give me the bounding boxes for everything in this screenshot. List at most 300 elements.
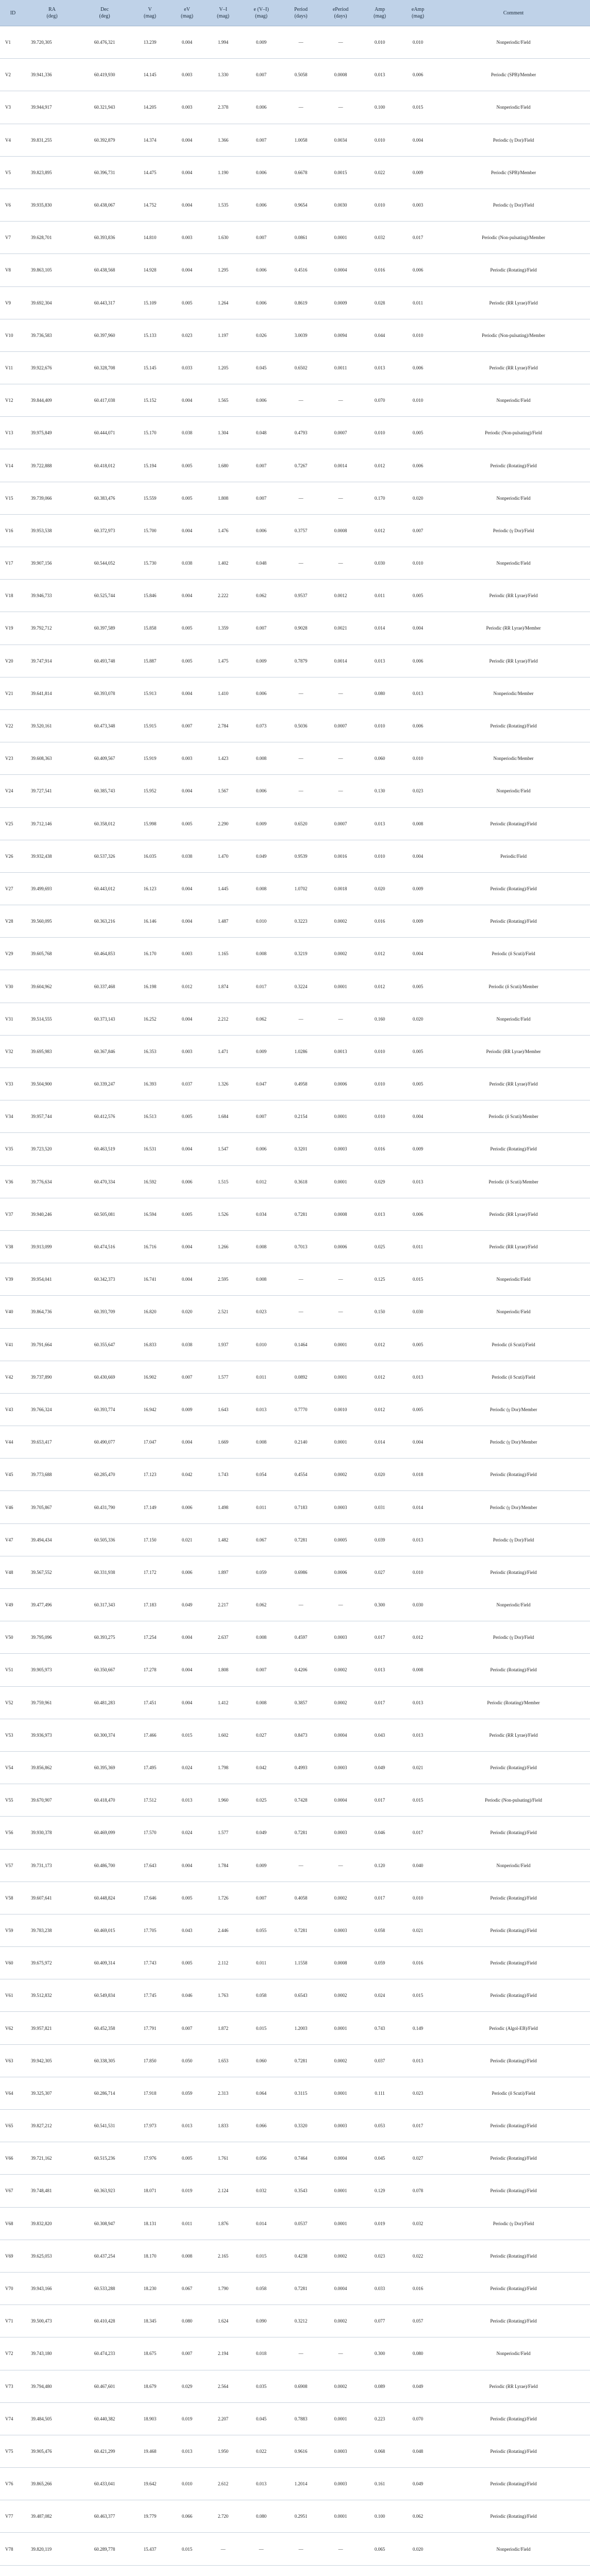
cell-period: 0.8473: [281, 1719, 321, 1751]
cell-v: 15.887: [131, 645, 169, 677]
cell-v: 15.846: [131, 580, 169, 612]
cell-amp: 0.013: [361, 645, 399, 677]
cell-v: 18.131: [131, 2207, 169, 2240]
cell-ev: 0.004: [169, 1003, 205, 1035]
cell-period: 0.2140: [281, 1426, 321, 1459]
cell-id: V68: [0, 2207, 26, 2240]
cell-comment: Periodic (γ Dor)/Member: [437, 1426, 590, 1459]
cell-vi: 1.190: [205, 156, 241, 189]
cell-period: 0.6520: [281, 807, 321, 840]
cell-eperiod: 0.0034: [321, 124, 361, 156]
cell-evi: 0.011: [241, 1361, 281, 1393]
cell-eamp: 0.009: [399, 1133, 437, 1165]
cell-period: 0.4554: [281, 1459, 321, 1491]
cell-evi: 0.007: [241, 59, 281, 91]
cell-vi: 1.684: [205, 1100, 241, 1133]
cell-dec: 60.433,041: [78, 2468, 131, 2500]
table-row: [0, 26, 590, 59]
cell-eamp: 0.009: [399, 872, 437, 905]
cell-id: V3: [0, 91, 26, 124]
cell-eamp: 0.020: [399, 2533, 437, 2565]
cell-eperiod: —: [321, 1589, 361, 1621]
cell-ev: 0.050: [169, 2044, 205, 2077]
cell-eamp: 0.006: [399, 254, 437, 286]
cell-v: 15.919: [131, 742, 169, 775]
cell-dec: 60.419,930: [78, 59, 131, 91]
cell-v: 16.252: [131, 1003, 169, 1035]
cell-dec: 60.373,143: [78, 1003, 131, 1035]
cell-eamp: 0.006: [399, 59, 437, 91]
cell-eamp: 0.005: [399, 580, 437, 612]
cell-ev: 0.038: [169, 547, 205, 580]
cell-eperiod: 0.0002: [321, 905, 361, 938]
cell-id: V45: [0, 1459, 26, 1491]
cell-vi: 2.612: [205, 2468, 241, 2500]
cell-vi: 1.602: [205, 1719, 241, 1751]
cell-dec: 60.469,015: [78, 1914, 131, 1946]
table-row: [0, 2337, 590, 2370]
cell-ra: 39.743,180: [26, 2337, 78, 2370]
cell-ev: 0.007: [169, 709, 205, 742]
cell-vi: 1.808: [205, 1654, 241, 1686]
cell-v: 15.194: [131, 449, 169, 482]
cell-vi: 1.726: [205, 1882, 241, 1914]
cell-evi: 0.009: [241, 645, 281, 677]
cell-eperiod: 0.0003: [321, 1133, 361, 1165]
cell-amp: 0.014: [361, 1426, 399, 1459]
cell-evi: 0.006: [241, 775, 281, 807]
cell-vi: 2.217: [205, 1589, 241, 1621]
cell-eamp: 0.008: [399, 1654, 437, 1686]
cell-period: —: [281, 2337, 321, 2370]
cell-evi: 0.035: [241, 2370, 281, 2402]
cell-evi: 0.008: [241, 1426, 281, 1459]
cell-comment: Periodic (Rotating)/Field: [437, 1133, 590, 1165]
cell-evi: 0.011: [241, 1491, 281, 1523]
cell-evi: 0.009: [241, 1035, 281, 1067]
cell-id: V60: [0, 1947, 26, 1979]
cell-evi: 0.023: [241, 1296, 281, 1328]
cell-eamp: 0.027: [399, 2142, 437, 2175]
cell-ra: 39.705,867: [26, 1491, 78, 1523]
cell-dec: 60.410,428: [78, 2305, 131, 2337]
table-row: [0, 2500, 590, 2533]
cell-vi: 1.326: [205, 1068, 241, 1100]
cell-comment: Periodic (γ Dor)/Field: [437, 514, 590, 547]
cell-id: V61: [0, 1979, 26, 2012]
cell-period: 0.7879: [281, 645, 321, 677]
cell-v: 17.918: [131, 2077, 169, 2109]
cell-v: 16.170: [131, 938, 169, 970]
cell-evi: 0.009: [241, 26, 281, 59]
table-row: [0, 1882, 590, 1914]
cell-v: 14.928: [131, 254, 169, 286]
cell-period: —: [281, 1589, 321, 1621]
cell-dec: 60.537,326: [78, 840, 131, 872]
cell-dec: [78, 2565, 131, 2576]
cell-v: 17.047: [131, 1426, 169, 1459]
cell-eamp: 0.014: [399, 1491, 437, 1523]
table-row: [0, 1035, 590, 1067]
cell-eamp: 0.004: [399, 1100, 437, 1133]
cell-amp: 0.070: [361, 384, 399, 417]
table-row: [0, 1719, 590, 1751]
cell-v: 17.278: [131, 1654, 169, 1686]
cell-eperiod: 0.0003: [321, 1751, 361, 1784]
cell-amp: 0.028: [361, 286, 399, 319]
cell-ra: 39.675,972: [26, 1947, 78, 1979]
cell-period: 0.2951: [281, 2500, 321, 2533]
cell-evi: 0.047: [241, 1068, 281, 1100]
cell-eperiod: 0.0003: [321, 2435, 361, 2467]
cell-evi: 0.045: [241, 351, 281, 384]
cell-ra: 39.907,156: [26, 547, 78, 580]
cell-id: V50: [0, 1621, 26, 1654]
cell-vi: 1.761: [205, 2142, 241, 2175]
cell-eperiod: —: [321, 742, 361, 775]
cell-period: 0.6986: [281, 1556, 321, 1588]
cell-period: 0.7013: [281, 1230, 321, 1263]
cell-ra: 39.773,688: [26, 1459, 78, 1491]
cell-evi: 0.055: [241, 1914, 281, 1946]
cell-v: 15.109: [131, 286, 169, 319]
table-row: [0, 2207, 590, 2240]
cell-eperiod: [321, 2565, 361, 2576]
cell-amp: 0.300: [361, 1589, 399, 1621]
column-header: [169, 0, 205, 26]
cell-eperiod: 0.0012: [321, 580, 361, 612]
cell-eperiod: 0.0003: [321, 1491, 361, 1523]
cell-amp: 0.060: [361, 742, 399, 775]
cell-eamp: 0.003: [399, 189, 437, 221]
cell-comment: Periodic (Rotating)/Field: [437, 2272, 590, 2304]
cell-ev: 0.003: [169, 1035, 205, 1067]
cell-vi: 2.124: [205, 2175, 241, 2207]
cell-vi: 2.521: [205, 1296, 241, 1328]
cell-dec: 60.438,568: [78, 254, 131, 286]
cell-dec: 60.418,470: [78, 1784, 131, 1817]
cell-ev: 0.006: [169, 1556, 205, 1588]
cell-vi: 1.567: [205, 775, 241, 807]
cell-id: V41: [0, 1328, 26, 1361]
cell-period: 0.4206: [281, 1654, 321, 1686]
cell-ra: 39.748,481: [26, 2175, 78, 2207]
cell-ev: 0.004: [169, 1686, 205, 1719]
cell-comment: Periodic (Rotating)/Field: [437, 1556, 590, 1588]
cell-eperiod: 0.0001: [321, 1426, 361, 1459]
cell-id: [0, 2565, 26, 2576]
cell-comment: Periodic (Non-pulsating)/Member: [437, 319, 590, 351]
cell-comment: Periodic (Rotating)/Field: [437, 2044, 590, 2077]
cell-amp: 0.010: [361, 26, 399, 59]
cell-ra: 39.641,814: [26, 677, 78, 709]
cell-eperiod: 0.0030: [321, 189, 361, 221]
cell-dec: 60.339,247: [78, 1068, 131, 1100]
cell-id: V27: [0, 872, 26, 905]
cell-dec: 60.448,824: [78, 1882, 131, 1914]
cell-id: V76: [0, 2468, 26, 2500]
column-header-unit: (deg): [99, 13, 110, 19]
cell-eamp: 0.004: [399, 840, 437, 872]
table-row: [0, 1100, 590, 1133]
cell-amp: 0.020: [361, 1459, 399, 1491]
cell-id: V16: [0, 514, 26, 547]
cell-ra: 39.942,305: [26, 2044, 78, 2077]
cell-ra: 39.905,476: [26, 2435, 78, 2467]
cell-vi: 1.470: [205, 840, 241, 872]
cell-amp: 0.022: [361, 156, 399, 189]
cell-eamp: 0.005: [399, 1393, 437, 1426]
cell-period: 0.2154: [281, 1100, 321, 1133]
cell-eperiod: 0.0001: [321, 2207, 361, 2240]
cell-vi: 1.565: [205, 384, 241, 417]
cell-v: 17.973: [131, 2110, 169, 2142]
cell-amp: 0.030: [361, 547, 399, 580]
column-header-label: ID: [10, 10, 16, 16]
cell-ra: 39.739,066: [26, 482, 78, 514]
cell-dec: 60.337,468: [78, 970, 131, 1003]
cell-ra: 39.864,736: [26, 1296, 78, 1328]
cell-dec: 60.321,943: [78, 91, 131, 124]
cell-dec: 60.440,382: [78, 2402, 131, 2435]
cell-ra: 39.794,480: [26, 2370, 78, 2402]
cell-ra: 39.975,849: [26, 417, 78, 449]
cell-eamp: 0.010: [399, 384, 437, 417]
cell-vi: 1.743: [205, 1459, 241, 1491]
cell-eperiod: 0.0008: [321, 1947, 361, 1979]
cell-vi: 1.669: [205, 1426, 241, 1459]
cell-eperiod: 0.0007: [321, 417, 361, 449]
table-row: [0, 1426, 590, 1459]
cell-ra: 39.731,173: [26, 1849, 78, 1882]
cell-ev: 0.007: [169, 2012, 205, 2044]
cell-v: 16.513: [131, 1100, 169, 1133]
table-row: [0, 1393, 590, 1426]
cell-period: 0.4993: [281, 1751, 321, 1784]
cell-v: 17.570: [131, 1817, 169, 1849]
cell-dec: 60.443,012: [78, 872, 131, 905]
cell-evi: 0.007: [241, 124, 281, 156]
cell-eamp: 0.057: [399, 2305, 437, 2337]
cell-eperiod: 0.0006: [321, 1068, 361, 1100]
cell-eamp: 0.006: [399, 645, 437, 677]
table-row: [0, 1230, 590, 1263]
cell-amp: 0.017: [361, 1621, 399, 1654]
cell-vi: 1.366: [205, 124, 241, 156]
cell-comment: Periodic (SPB)/Member: [437, 59, 590, 91]
cell-amp: 0.012: [361, 1361, 399, 1393]
cell-v: 17.743: [131, 1947, 169, 1979]
cell-ev: 0.049: [169, 1589, 205, 1621]
cell-ev: 0.020: [169, 1296, 205, 1328]
table-row: [0, 59, 590, 91]
cell-evi: 0.060: [241, 2044, 281, 2077]
cell-ev: 0.004: [169, 872, 205, 905]
cell-amp: 0.129: [361, 2175, 399, 2207]
cell-dec: 60.397,589: [78, 612, 131, 645]
cell-amp: 0.077: [361, 2305, 399, 2337]
cell-v: 18.230: [131, 2272, 169, 2304]
table-row: [0, 709, 590, 742]
cell-ev: 0.038: [169, 417, 205, 449]
cell-v: 17.495: [131, 1751, 169, 1784]
cell-ev: 0.013: [169, 2110, 205, 2142]
cell-amp: 0.016: [361, 905, 399, 938]
cell-period: 0.9616: [281, 2435, 321, 2467]
cell-comment: Nonperiodic/Field: [437, 482, 590, 514]
cell-period: —: [281, 1003, 321, 1035]
cell-vi: 1.526: [205, 1198, 241, 1230]
table-row: [0, 547, 590, 580]
cell-ev: 0.024: [169, 1817, 205, 1849]
cell-eperiod: 0.0001: [321, 1328, 361, 1361]
cell-evi: 0.062: [241, 1003, 281, 1035]
cell-amp: 0.125: [361, 1263, 399, 1296]
table-row: [0, 1328, 590, 1361]
column-header-label: ePeriod: [332, 7, 349, 12]
cell-comment: Periodic (δ Scuti)/Field: [437, 1328, 590, 1361]
cell-eamp: 0.015: [399, 1784, 437, 1817]
cell-v: 17.745: [131, 1979, 169, 2012]
cell-eamp: 0.010: [399, 547, 437, 580]
cell-period: —: [281, 1263, 321, 1296]
cell-v: [131, 2565, 169, 2576]
cell-ra: 39.930,378: [26, 1817, 78, 1849]
cell-eamp: 0.006: [399, 351, 437, 384]
cell-eamp: 0.004: [399, 938, 437, 970]
cell-ev: 0.007: [169, 2337, 205, 2370]
cell-period: 0.9028: [281, 612, 321, 645]
cell-period: 0.4958: [281, 1068, 321, 1100]
cell-id: V63: [0, 2044, 26, 2077]
cell-ev: 0.004: [169, 156, 205, 189]
table-row: [0, 938, 590, 970]
cell-eamp: 0.015: [399, 1263, 437, 1296]
cell-comment: Periodic (Rotating)/Member: [437, 1686, 590, 1719]
cell-evi: 0.009: [241, 1849, 281, 1882]
cell-id: V4: [0, 124, 26, 156]
cell-v: 17.183: [131, 1589, 169, 1621]
cell-comment: Periodic (Rotating)/Field: [437, 872, 590, 905]
cell-dec: 60.328,708: [78, 351, 131, 384]
cell-eamp: 0.023: [399, 775, 437, 807]
cell-period: 0.4238: [281, 2240, 321, 2272]
table-row: [0, 1751, 590, 1784]
cell-dec: 60.338,305: [78, 2044, 131, 2077]
cell-evi: 0.062: [241, 580, 281, 612]
cell-amp: 0.032: [361, 222, 399, 254]
cell-ra: 39.946,733: [26, 580, 78, 612]
cell-comment: Periodic (Rotating)/Field: [437, 2500, 590, 2533]
cell-v: 16.902: [131, 1361, 169, 1393]
cell-vi: 1.445: [205, 872, 241, 905]
cell-dec: 60.490,077: [78, 1426, 131, 1459]
cell-period: [281, 2565, 321, 2576]
cell-eamp: 0.062: [399, 2500, 437, 2533]
cell-v: 15.952: [131, 775, 169, 807]
cell-v: 17.976: [131, 2142, 169, 2175]
cell-eperiod: 0.0094: [321, 319, 361, 351]
cell-ev: 0.006: [169, 1165, 205, 1198]
cell-vi: 1.937: [205, 1328, 241, 1361]
cell-v: 16.353: [131, 1035, 169, 1067]
cell-ra: 39.776,634: [26, 1165, 78, 1198]
cell-v: 14.374: [131, 124, 169, 156]
cell-dec: 60.505,081: [78, 1198, 131, 1230]
cell-ev: 0.005: [169, 1100, 205, 1133]
cell-vi: —: [205, 2533, 241, 2565]
cell-comment: Periodic (RR Lyrae)/Field: [437, 2370, 590, 2402]
cell-v: 17.646: [131, 1882, 169, 1914]
cell-vi: 1.790: [205, 2272, 241, 2304]
cell-amp: 0.046: [361, 1817, 399, 1849]
cell-period: —: [281, 384, 321, 417]
table-row: [0, 2370, 590, 2402]
cell-eamp: 0.013: [399, 2044, 437, 2077]
column-header-unit: (deg): [46, 13, 58, 19]
cell-vi: 1.874: [205, 970, 241, 1003]
cell-ev: 0.004: [169, 1621, 205, 1654]
cell-v: 15.730: [131, 547, 169, 580]
cell-period: 0.4597: [281, 1621, 321, 1654]
cell-amp: 0.058: [361, 1914, 399, 1946]
cell-amp: 0.743: [361, 2012, 399, 2044]
cell-id: V7: [0, 222, 26, 254]
table-row: [0, 2272, 590, 2304]
cell-comment: Periodic (RR Lyrae)/Field: [437, 1719, 590, 1751]
cell-eamp: 0.005: [399, 970, 437, 1003]
cell-ev: 0.004: [169, 384, 205, 417]
cell-amp: 0.023: [361, 2240, 399, 2272]
cell-dec: 60.443,317: [78, 286, 131, 319]
cell-amp: 0.027: [361, 1556, 399, 1588]
cell-eperiod: 0.0001: [321, 2012, 361, 2044]
table-row: [0, 2012, 590, 2044]
cell-period: —: [281, 1849, 321, 1882]
cell-evi: 0.007: [241, 482, 281, 514]
cell-comment: Nonperiodic/Field: [437, 1003, 590, 1035]
cell-vi: 2.595: [205, 1263, 241, 1296]
cell-v: 19.642: [131, 2468, 169, 2500]
table-row: [0, 2533, 590, 2565]
cell-id: V54: [0, 1751, 26, 1784]
cell-amp: 0.010: [361, 1100, 399, 1133]
cell-id: V35: [0, 1133, 26, 1165]
cell-eperiod: 0.0004: [321, 1719, 361, 1751]
cell-period: 0.4793: [281, 417, 321, 449]
cell-id: V65: [0, 2110, 26, 2142]
column-header-label: Amp: [375, 7, 385, 12]
table-row: [0, 1523, 590, 1556]
cell-v: 18.679: [131, 2370, 169, 2402]
cell-period: 0.1464: [281, 1328, 321, 1361]
table-row: [0, 2142, 590, 2175]
table-row: [0, 1361, 590, 1393]
table-row: [0, 1556, 590, 1588]
cell-eperiod: 0.0015: [321, 156, 361, 189]
cell-eperiod: —: [321, 775, 361, 807]
cell-eamp: 0.149: [399, 2012, 437, 2044]
cell-period: 1.2014: [281, 2468, 321, 2500]
cell-amp: 0.024: [361, 1979, 399, 2012]
cell-ra: 39.736,583: [26, 319, 78, 351]
cell-eperiod: 0.0002: [321, 1459, 361, 1491]
cell-dec: 60.486,700: [78, 1849, 131, 1882]
cell-dec: 60.444,071: [78, 417, 131, 449]
table-row: [0, 2402, 590, 2435]
cell-v: 17.850: [131, 2044, 169, 2077]
cell-dec: 60.473,348: [78, 709, 131, 742]
